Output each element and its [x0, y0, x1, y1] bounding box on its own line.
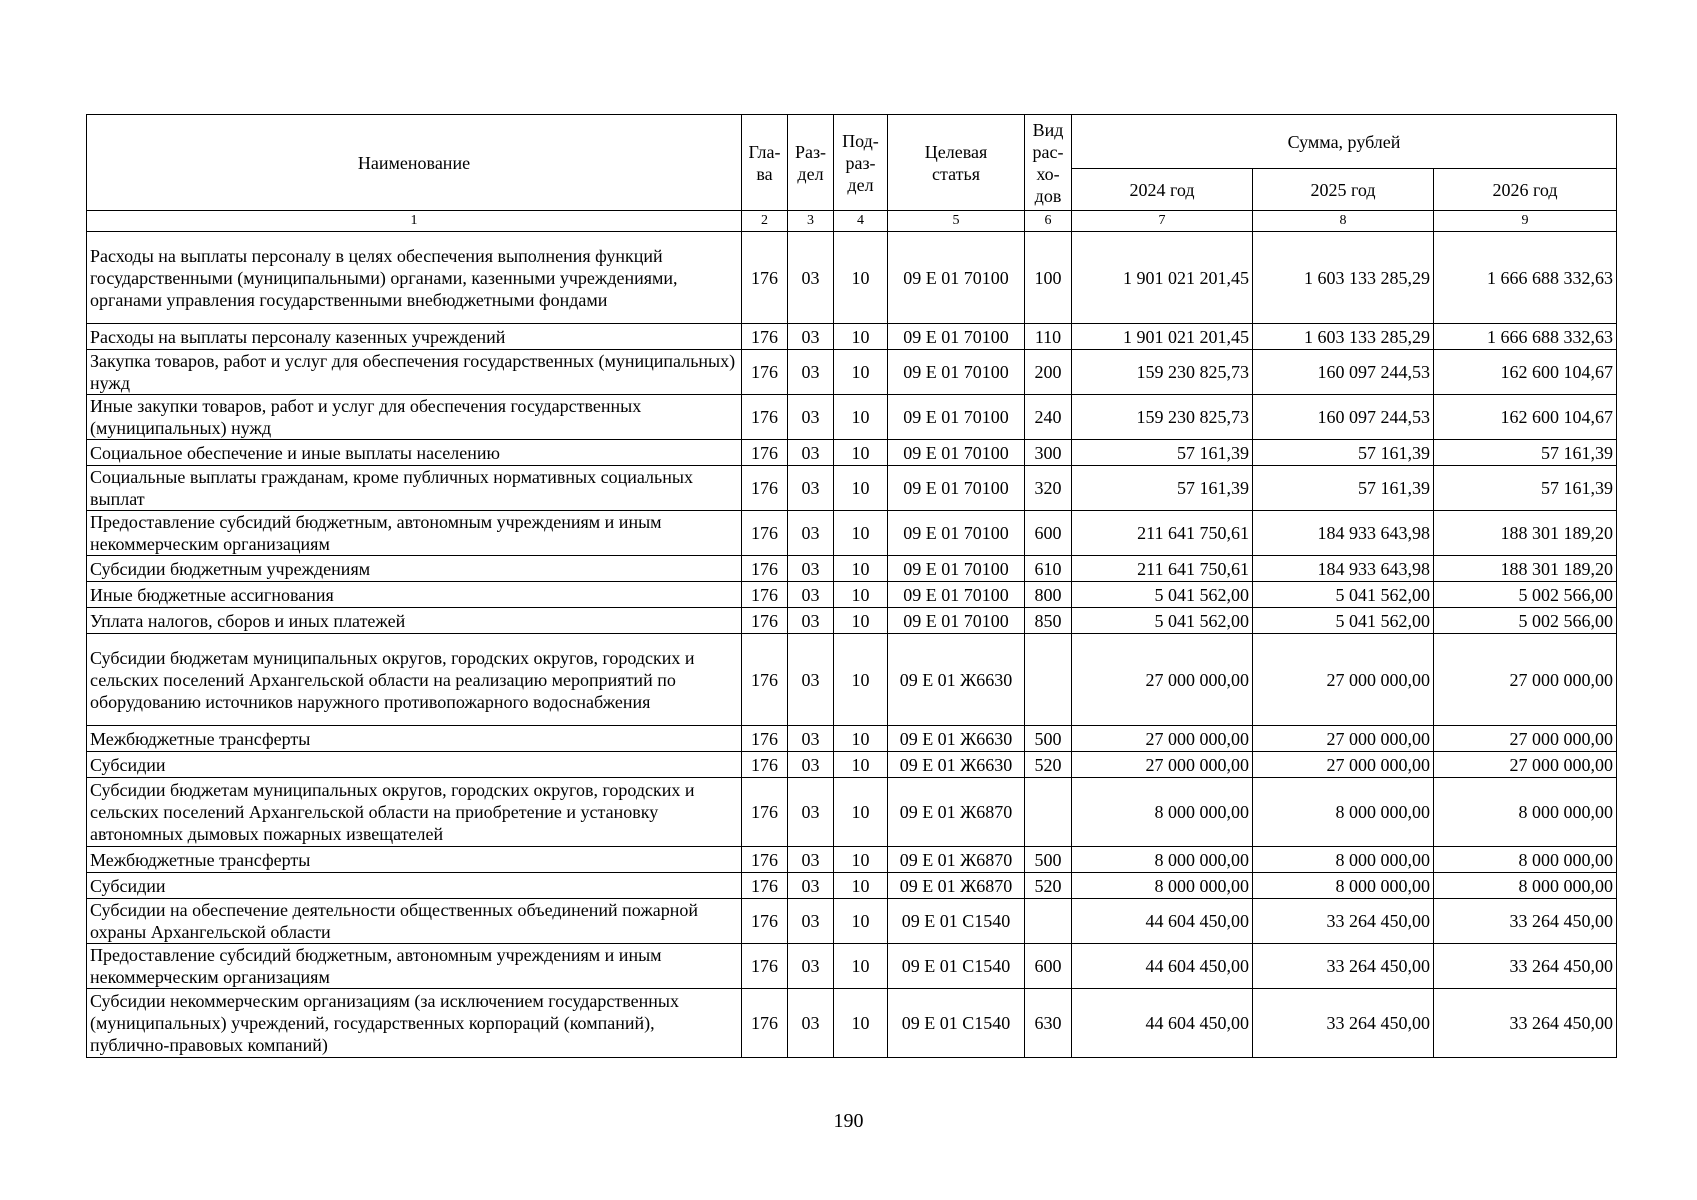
row-name: Межбюджетные трансферты — [87, 726, 742, 752]
table-row — [87, 634, 1617, 726]
row-razdel: 03 — [788, 582, 834, 608]
header-razdel: Раз- дел — [788, 115, 834, 211]
row-glava: 176 — [742, 873, 788, 899]
row-name: Иные бюджетные ассигнования — [87, 582, 742, 608]
row-razdel: 03 — [788, 556, 834, 582]
row-celevaya: 09 Е 01 Ж6870 — [888, 778, 1025, 847]
row-amount-2025: 8 000 000,00 — [1253, 847, 1434, 873]
row-glava: 176 — [742, 395, 788, 440]
header-podrazdel: Под- раз- дел — [834, 115, 888, 211]
row-name: Субсидии бюджетам муниципальных округов, городских округов, городских и сельских поселений Архангельской области на реализацию мероприятий по оборудованию источников наружного противопожарного водоснабжения — [87, 634, 742, 726]
row-vid: 100 — [1025, 232, 1072, 324]
row-amount-2026: 162 600 104,67 — [1434, 395, 1617, 440]
row-celevaya: 09 Е 01 70100 — [888, 556, 1025, 582]
table-row — [87, 582, 1617, 608]
table-row — [87, 608, 1617, 634]
row-name: Субсидии бюджетным учреждениям — [87, 556, 742, 582]
table-row — [87, 778, 1617, 847]
row-amount-2025: 1 603 133 285,29 — [1253, 324, 1434, 350]
row-celevaya: 09 Е 01 С1540 — [888, 899, 1025, 944]
row-amount-2026: 57 161,39 — [1434, 466, 1617, 511]
row-vid: 500 — [1025, 847, 1072, 873]
row-amount-2026: 162 600 104,67 — [1434, 350, 1617, 395]
row-glava: 176 — [742, 899, 788, 944]
row-celevaya: 09 Е 01 Ж6630 — [888, 752, 1025, 778]
row-podrazdel: 10 — [834, 556, 888, 582]
row-amount-2024: 27 000 000,00 — [1072, 726, 1253, 752]
row-glava: 176 — [742, 778, 788, 847]
row-amount-2026: 33 264 450,00 — [1434, 899, 1617, 944]
column-numbers-row — [87, 211, 1617, 232]
row-glava: 176 — [742, 634, 788, 726]
row-name: Предоставление субсидий бюджетным, автономным учреждениям и иным некоммерческим организациям — [87, 511, 742, 556]
row-name: Социальные выплаты гражданам, кроме публичных нормативных социальных выплат — [87, 466, 742, 511]
row-vid: 110 — [1025, 324, 1072, 350]
row-amount-2026: 188 301 189,20 — [1434, 511, 1617, 556]
row-amount-2025: 33 264 450,00 — [1253, 944, 1434, 989]
table-row — [87, 324, 1617, 350]
table-row — [87, 989, 1617, 1058]
table-row — [87, 726, 1617, 752]
table-row — [87, 847, 1617, 873]
row-vid: 200 — [1025, 350, 1072, 395]
row-amount-2024: 44 604 450,00 — [1072, 989, 1253, 1058]
row-amount-2024: 5 041 562,00 — [1072, 608, 1253, 634]
row-amount-2025: 160 097 244,53 — [1253, 350, 1434, 395]
row-razdel: 03 — [788, 324, 834, 350]
row-amount-2024: 27 000 000,00 — [1072, 634, 1253, 726]
row-amount-2026: 1 666 688 332,63 — [1434, 232, 1617, 324]
row-glava: 176 — [742, 944, 788, 989]
row-razdel: 03 — [788, 847, 834, 873]
header-glava: Гла- ва — [742, 115, 788, 211]
row-podrazdel: 10 — [834, 778, 888, 847]
row-razdel: 03 — [788, 778, 834, 847]
row-amount-2025: 184 933 643,98 — [1253, 556, 1434, 582]
row-podrazdel: 10 — [834, 350, 888, 395]
row-amount-2024: 57 161,39 — [1072, 466, 1253, 511]
row-razdel: 03 — [788, 634, 834, 726]
row-name: Субсидии — [87, 752, 742, 778]
row-celevaya: 09 Е 01 Ж6630 — [888, 634, 1025, 726]
row-celevaya: 09 Е 01 70100 — [888, 440, 1025, 466]
header-2026: 2026 год — [1434, 169, 1617, 211]
row-amount-2026: 5 002 566,00 — [1434, 582, 1617, 608]
row-amount-2025: 5 041 562,00 — [1253, 582, 1434, 608]
row-podrazdel: 10 — [834, 899, 888, 944]
row-amount-2025: 57 161,39 — [1253, 466, 1434, 511]
row-amount-2025: 33 264 450,00 — [1253, 899, 1434, 944]
column-number: 1 — [87, 211, 742, 232]
row-amount-2026: 8 000 000,00 — [1434, 873, 1617, 899]
header-vid: Вид рас- хо- дов — [1025, 115, 1072, 211]
row-name: Межбюджетные трансферты — [87, 847, 742, 873]
row-amount-2024: 211 641 750,61 — [1072, 556, 1253, 582]
header-name: Наименование — [87, 115, 742, 211]
table-header — [87, 115, 1617, 232]
table-row — [87, 873, 1617, 899]
row-amount-2024: 44 604 450,00 — [1072, 944, 1253, 989]
row-glava: 176 — [742, 582, 788, 608]
row-amount-2024: 8 000 000,00 — [1072, 778, 1253, 847]
row-name: Субсидии — [87, 873, 742, 899]
row-vid: 600 — [1025, 944, 1072, 989]
row-podrazdel: 10 — [834, 608, 888, 634]
row-razdel: 03 — [788, 873, 834, 899]
row-amount-2024: 1 901 021 201,45 — [1072, 324, 1253, 350]
table-row — [87, 466, 1617, 511]
row-name: Расходы на выплаты персоналу в целях обеспечения выполнения функций государственными (муниципальными) органами, казенными учреждениями, органами управления государственными внебюджетными фондами — [87, 232, 742, 324]
row-celevaya: 09 Е 01 70100 — [888, 582, 1025, 608]
row-glava: 176 — [742, 440, 788, 466]
row-podrazdel: 10 — [834, 634, 888, 726]
row-vid — [1025, 778, 1072, 847]
row-amount-2025: 8 000 000,00 — [1253, 778, 1434, 847]
row-amount-2024: 159 230 825,73 — [1072, 350, 1253, 395]
row-celevaya: 09 Е 01 С1540 — [888, 989, 1025, 1058]
row-glava: 176 — [742, 608, 788, 634]
row-razdel: 03 — [788, 466, 834, 511]
row-celevaya: 09 Е 01 70100 — [888, 608, 1025, 634]
row-amount-2024: 1 901 021 201,45 — [1072, 232, 1253, 324]
row-amount-2025: 160 097 244,53 — [1253, 395, 1434, 440]
row-name: Субсидии на обеспечение деятельности общественных объединений пожарной охраны Архангельской области — [87, 899, 742, 944]
row-amount-2026: 33 264 450,00 — [1434, 989, 1617, 1058]
row-amount-2026: 5 002 566,00 — [1434, 608, 1617, 634]
row-amount-2026: 188 301 189,20 — [1434, 556, 1617, 582]
row-vid: 320 — [1025, 466, 1072, 511]
row-name: Предоставление субсидий бюджетным, автономным учреждениям и иным некоммерческим организациям — [87, 944, 742, 989]
row-amount-2025: 27 000 000,00 — [1253, 726, 1434, 752]
row-celevaya: 09 Е 01 70100 — [888, 232, 1025, 324]
row-amount-2025: 57 161,39 — [1253, 440, 1434, 466]
row-podrazdel: 10 — [834, 511, 888, 556]
row-razdel: 03 — [788, 899, 834, 944]
row-name: Социальное обеспечение и иные выплаты населению — [87, 440, 742, 466]
row-amount-2025: 33 264 450,00 — [1253, 989, 1434, 1058]
row-celevaya: 09 Е 01 Ж6630 — [888, 726, 1025, 752]
row-amount-2026: 27 000 000,00 — [1434, 726, 1617, 752]
row-podrazdel: 10 — [834, 582, 888, 608]
row-name: Субсидии бюджетам муниципальных округов, городских округов, городских и сельских поселений Архангельской области на приобретение и установку автономных дымовых пожарных извещателей — [87, 778, 742, 847]
row-vid: 520 — [1025, 873, 1072, 899]
row-celevaya: 09 Е 01 70100 — [888, 395, 1025, 440]
row-celevaya: 09 Е 01 70100 — [888, 511, 1025, 556]
row-name: Иные закупки товаров, работ и услуг для обеспечения государственных (муниципальных) нужд — [87, 395, 742, 440]
row-glava: 176 — [742, 752, 788, 778]
column-number: 7 — [1072, 211, 1253, 232]
row-amount-2026: 8 000 000,00 — [1434, 778, 1617, 847]
header-celevaya: Целевая статья — [888, 115, 1025, 211]
column-number: 3 — [788, 211, 834, 232]
row-vid — [1025, 899, 1072, 944]
row-amount-2024: 5 041 562,00 — [1072, 582, 1253, 608]
row-vid: 300 — [1025, 440, 1072, 466]
row-celevaya: 09 Е 01 Ж6870 — [888, 873, 1025, 899]
table-row — [87, 395, 1617, 440]
row-celevaya: 09 Е 01 Ж6870 — [888, 847, 1025, 873]
page-number: 190 — [833, 1110, 864, 1132]
row-glava: 176 — [742, 511, 788, 556]
row-amount-2025: 27 000 000,00 — [1253, 634, 1434, 726]
row-amount-2025: 1 603 133 285,29 — [1253, 232, 1434, 324]
header-2025: 2025 год — [1253, 169, 1434, 211]
row-amount-2025: 184 933 643,98 — [1253, 511, 1434, 556]
row-amount-2025: 27 000 000,00 — [1253, 752, 1434, 778]
row-amount-2026: 8 000 000,00 — [1434, 847, 1617, 873]
row-name: Уплата налогов, сборов и иных платежей — [87, 608, 742, 634]
row-vid: 240 — [1025, 395, 1072, 440]
header-summa: Сумма, рублей — [1072, 115, 1617, 169]
row-glava: 176 — [742, 350, 788, 395]
row-razdel: 03 — [788, 726, 834, 752]
row-name: Закупка товаров, работ и услуг для обеспечения государственных (муниципальных) нужд — [87, 350, 742, 395]
row-podrazdel: 10 — [834, 232, 888, 324]
row-podrazdel: 10 — [834, 324, 888, 350]
row-vid: 500 — [1025, 726, 1072, 752]
row-amount-2024: 211 641 750,61 — [1072, 511, 1253, 556]
row-amount-2025: 8 000 000,00 — [1253, 873, 1434, 899]
row-glava: 176 — [742, 324, 788, 350]
column-number: 5 — [888, 211, 1025, 232]
row-razdel: 03 — [788, 944, 834, 989]
row-amount-2024: 8 000 000,00 — [1072, 847, 1253, 873]
table-row — [87, 899, 1617, 944]
row-glava: 176 — [742, 989, 788, 1058]
row-podrazdel: 10 — [834, 752, 888, 778]
budget-table — [86, 114, 1617, 1058]
row-razdel: 03 — [788, 989, 834, 1058]
table-row — [87, 556, 1617, 582]
row-celevaya: 09 Е 01 С1540 — [888, 944, 1025, 989]
row-glava: 176 — [742, 726, 788, 752]
header-2024: 2024 год — [1072, 169, 1253, 211]
row-celevaya: 09 Е 01 70100 — [888, 466, 1025, 511]
table-row — [87, 440, 1617, 466]
row-amount-2025: 5 041 562,00 — [1253, 608, 1434, 634]
row-glava: 176 — [742, 232, 788, 324]
column-number: 6 — [1025, 211, 1072, 232]
row-podrazdel: 10 — [834, 873, 888, 899]
row-amount-2024: 57 161,39 — [1072, 440, 1253, 466]
row-amount-2026: 27 000 000,00 — [1434, 752, 1617, 778]
row-razdel: 03 — [788, 608, 834, 634]
row-name: Расходы на выплаты персоналу казенных учреждений — [87, 324, 742, 350]
column-number: 9 — [1434, 211, 1617, 232]
row-razdel: 03 — [788, 350, 834, 395]
table-row — [87, 350, 1617, 395]
column-number: 8 — [1253, 211, 1434, 232]
row-razdel: 03 — [788, 232, 834, 324]
row-vid: 850 — [1025, 608, 1072, 634]
table-body — [87, 232, 1617, 1058]
row-vid: 610 — [1025, 556, 1072, 582]
row-celevaya: 09 Е 01 70100 — [888, 324, 1025, 350]
row-name: Субсидии некоммерческим организациям (за исключением государственных (муниципальных) учреждений, государственных корпораций (компаний), публично-правовых компаний) — [87, 989, 742, 1058]
row-amount-2024: 159 230 825,73 — [1072, 395, 1253, 440]
table-row — [87, 511, 1617, 556]
row-celevaya: 09 Е 01 70100 — [888, 350, 1025, 395]
row-podrazdel: 10 — [834, 466, 888, 511]
row-amount-2024: 44 604 450,00 — [1072, 899, 1253, 944]
row-podrazdel: 10 — [834, 440, 888, 466]
row-glava: 176 — [742, 466, 788, 511]
row-podrazdel: 10 — [834, 726, 888, 752]
row-glava: 176 — [742, 847, 788, 873]
row-vid: 800 — [1025, 582, 1072, 608]
row-podrazdel: 10 — [834, 944, 888, 989]
table-row — [87, 232, 1617, 324]
row-podrazdel: 10 — [834, 395, 888, 440]
table-row — [87, 944, 1617, 989]
column-number: 4 — [834, 211, 888, 232]
row-amount-2026: 57 161,39 — [1434, 440, 1617, 466]
row-razdel: 03 — [788, 511, 834, 556]
row-podrazdel: 10 — [834, 847, 888, 873]
row-vid: 520 — [1025, 752, 1072, 778]
row-vid: 630 — [1025, 989, 1072, 1058]
table-row — [87, 752, 1617, 778]
row-amount-2024: 8 000 000,00 — [1072, 873, 1253, 899]
row-razdel: 03 — [788, 752, 834, 778]
row-amount-2026: 1 666 688 332,63 — [1434, 324, 1617, 350]
row-vid — [1025, 634, 1072, 726]
row-razdel: 03 — [788, 395, 834, 440]
row-razdel: 03 — [788, 440, 834, 466]
row-amount-2026: 33 264 450,00 — [1434, 944, 1617, 989]
row-vid: 600 — [1025, 511, 1072, 556]
row-glava: 176 — [742, 556, 788, 582]
row-amount-2024: 27 000 000,00 — [1072, 752, 1253, 778]
row-podrazdel: 10 — [834, 989, 888, 1058]
row-amount-2026: 27 000 000,00 — [1434, 634, 1617, 726]
column-number: 2 — [742, 211, 788, 232]
